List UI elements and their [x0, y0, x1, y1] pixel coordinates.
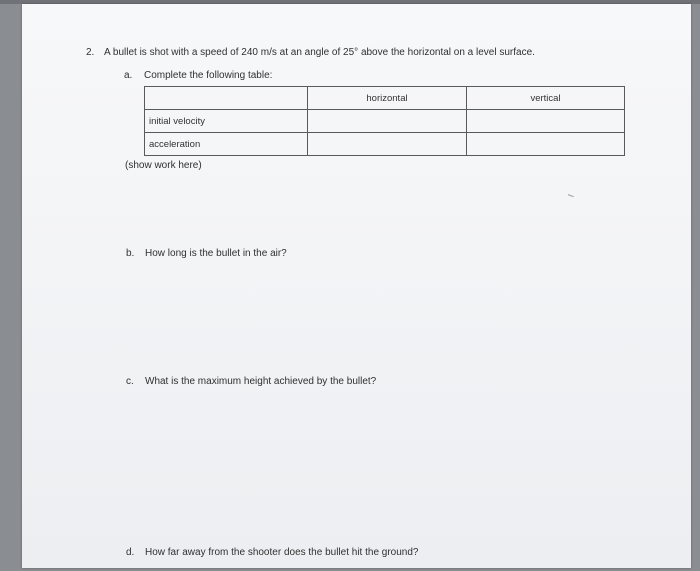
answer-cell-initial-velocity-horizontal[interactable]	[308, 110, 467, 133]
velocity-acceleration-table	[144, 86, 625, 156]
answer-cell-initial-velocity-vertical[interactable]	[467, 110, 625, 133]
part-letter: a.	[124, 70, 133, 81]
answer-cell-acceleration-horizontal[interactable]	[308, 133, 467, 156]
answer-cell-acceleration-vertical[interactable]	[467, 133, 625, 156]
question-number: 2.	[86, 47, 95, 58]
table-row	[145, 133, 625, 156]
row-label-initial-velocity: initial velocity	[145, 110, 308, 133]
part-text: How long is the bullet in the air?	[145, 248, 287, 259]
question-text: A bullet is shot with a speed of 240 m/s at an angle of 25° above the horizontal on a level surface.	[104, 47, 535, 58]
stray-pen-mark	[566, 194, 574, 202]
row-label-acceleration: acceleration	[145, 133, 308, 156]
part-text: Complete the following table:	[144, 70, 273, 81]
worksheet-page	[22, 4, 691, 568]
part-letter: c.	[126, 376, 134, 387]
show-work-note: (show work here)	[125, 160, 202, 171]
table-row	[145, 110, 625, 133]
part-letter: d.	[126, 547, 135, 558]
column-header-horizontal: horizontal	[308, 87, 467, 110]
part-text: What is the maximum height achieved by the bullet?	[145, 376, 377, 387]
part-letter: b.	[126, 248, 135, 259]
table-corner-cell	[145, 87, 308, 110]
part-text: How far away from the shooter does the bullet hit the ground?	[145, 547, 419, 558]
column-header-vertical: vertical	[467, 87, 625, 110]
